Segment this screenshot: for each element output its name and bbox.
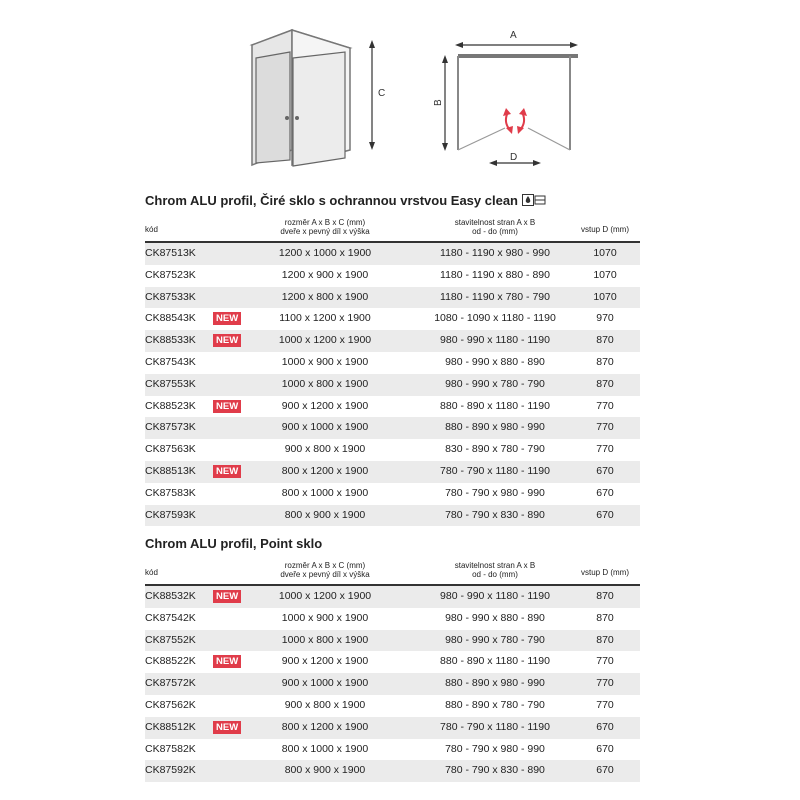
section1-table bbox=[145, 215, 640, 526]
table-row bbox=[145, 505, 640, 527]
new-badge: NEW bbox=[213, 590, 241, 603]
product-code: CK87563K bbox=[145, 443, 196, 456]
dimensions: 800 x 900 x 1900 bbox=[284, 764, 366, 777]
entry-width: 770 bbox=[596, 698, 614, 711]
enclosure-3d-drawing bbox=[252, 30, 350, 166]
table-row bbox=[145, 396, 640, 418]
label-c: C bbox=[378, 88, 386, 99]
header-code: kód bbox=[145, 225, 158, 234]
product-code: CK87542K bbox=[145, 611, 196, 624]
dimensions: 900 x 1200 x 1900 bbox=[281, 399, 369, 412]
table-row bbox=[145, 461, 640, 483]
entry-width: 770 bbox=[596, 443, 614, 456]
product-code: CK87533K bbox=[145, 290, 196, 303]
entry-width: 1070 bbox=[593, 247, 617, 259]
dimensions: 1000 x 900 x 1900 bbox=[281, 611, 369, 624]
new-badge: NEW bbox=[213, 400, 241, 413]
plan-view-drawing bbox=[442, 42, 578, 166]
header-code: kód bbox=[145, 568, 158, 577]
table-row bbox=[145, 739, 640, 761]
new-badge: NEW bbox=[213, 465, 241, 478]
entry-width: 1070 bbox=[593, 268, 617, 281]
entry-width: 770 bbox=[596, 399, 614, 412]
product-code: CK88522K bbox=[145, 655, 196, 668]
section2-rows bbox=[145, 586, 640, 782]
adjustability: 880 - 890 x 1180 - 1190 bbox=[440, 655, 550, 668]
table-row bbox=[145, 630, 640, 652]
table-row bbox=[145, 608, 640, 630]
new-badge: NEW bbox=[213, 721, 241, 734]
adjustability: 780 - 790 x 830 - 890 bbox=[445, 508, 545, 521]
adjustability: 780 - 790 x 1180 - 1190 bbox=[440, 464, 550, 477]
product-code: CK88523K bbox=[145, 399, 196, 412]
dimensions: 1200 x 800 x 1900 bbox=[281, 290, 369, 303]
adjustability: 1180 - 1190 x 980 - 990 bbox=[440, 247, 550, 259]
adjustability: 980 - 990 x 780 - 790 bbox=[445, 633, 545, 646]
table-row bbox=[145, 308, 640, 330]
product-code: CK87552K bbox=[145, 633, 196, 646]
entry-width: 670 bbox=[596, 720, 614, 733]
entry-width: 1070 bbox=[593, 290, 617, 303]
header-dim-line1: rozměr A x B x C (mm) bbox=[284, 218, 366, 227]
table-row bbox=[145, 483, 640, 505]
table-row bbox=[145, 374, 640, 396]
dimensions: 1000 x 800 x 1900 bbox=[281, 633, 369, 646]
dimensions: 800 x 1000 x 1900 bbox=[281, 486, 369, 499]
section1-title-text: Chrom ALU profil, Čiré sklo s ochrannou vrstvou Easy clean bbox=[145, 193, 518, 208]
dimensions: 1100 x 1200 x 1900 bbox=[279, 312, 371, 325]
entry-width: 870 bbox=[596, 334, 614, 347]
product-diagrams bbox=[0, 0, 800, 180]
table-header bbox=[145, 215, 640, 243]
dimensions: 800 x 1000 x 1900 bbox=[281, 742, 369, 755]
table-row bbox=[145, 651, 640, 673]
adjustability: 1180 - 1190 x 880 - 890 bbox=[440, 268, 550, 281]
header-entry: vstup D (mm) bbox=[581, 568, 629, 577]
adjustability: 780 - 790 x 980 - 990 bbox=[445, 486, 545, 499]
product-code: CK87583K bbox=[145, 486, 196, 499]
header-dim-line2: dveře x pevný díl x výška bbox=[280, 570, 370, 579]
entry-width: 870 bbox=[596, 590, 614, 602]
product-code: CK87573K bbox=[145, 421, 196, 434]
entry-width: 670 bbox=[596, 742, 614, 755]
dimensions: 1200 x 1000 x 1900 bbox=[278, 247, 372, 259]
new-badge: NEW bbox=[213, 312, 241, 325]
table-row bbox=[145, 330, 640, 352]
entry-width: 870 bbox=[596, 633, 614, 646]
header-adj-line2: od - do (mm) bbox=[472, 570, 518, 579]
table-row bbox=[145, 695, 640, 717]
product-code: CK87513K bbox=[145, 247, 196, 259]
adjustability: 980 - 990 x 1180 - 1190 bbox=[440, 590, 550, 602]
product-code: CK87582K bbox=[145, 742, 196, 755]
adjustability: 980 - 990 x 780 - 790 bbox=[445, 377, 545, 390]
adjustability: 980 - 990 x 880 - 890 bbox=[445, 611, 545, 624]
adjustability: 980 - 990 x 880 - 890 bbox=[445, 355, 545, 368]
adjustability: 830 - 890 x 780 - 790 bbox=[445, 443, 545, 456]
dimensions: 800 x 900 x 1900 bbox=[284, 508, 366, 521]
table-row bbox=[145, 265, 640, 287]
product-code: CK87572K bbox=[145, 677, 196, 690]
table-header bbox=[145, 558, 640, 586]
table-row bbox=[145, 243, 640, 265]
dimensions: 1200 x 900 x 1900 bbox=[281, 268, 369, 281]
dimensions: 800 x 1200 x 1900 bbox=[281, 720, 369, 733]
entry-width: 770 bbox=[596, 421, 614, 434]
table-row bbox=[145, 352, 640, 374]
table-row bbox=[145, 586, 640, 608]
header-dim-line2: dveře x pevný díl x výška bbox=[280, 227, 370, 236]
entry-width: 870 bbox=[596, 611, 614, 624]
product-code: CK87553K bbox=[145, 377, 196, 390]
section1-rows bbox=[145, 243, 640, 526]
table-row bbox=[145, 760, 640, 782]
section2-title: Chrom ALU profil, Point sklo bbox=[145, 536, 323, 551]
dimensions: 900 x 1000 x 1900 bbox=[281, 421, 369, 434]
adjustability: 880 - 890 x 1180 - 1190 bbox=[440, 399, 550, 412]
entry-width: 670 bbox=[596, 764, 614, 777]
product-code: CK88512K bbox=[145, 720, 196, 733]
adjustability: 780 - 790 x 980 - 990 bbox=[445, 742, 545, 755]
product-code: CK88532K bbox=[145, 590, 196, 602]
entry-width: 970 bbox=[596, 312, 614, 325]
header-adj-line2: od - do (mm) bbox=[472, 227, 518, 236]
entry-width: 870 bbox=[596, 355, 614, 368]
table-row bbox=[145, 417, 640, 439]
table-row bbox=[145, 439, 640, 461]
label-b: B bbox=[433, 99, 444, 106]
label-d: D bbox=[510, 152, 518, 163]
dimensions: 800 x 1200 x 1900 bbox=[281, 464, 369, 477]
label-a: A bbox=[510, 30, 517, 41]
new-badge: NEW bbox=[213, 334, 241, 347]
product-code: CK87543K bbox=[145, 355, 196, 368]
dimension-c bbox=[369, 40, 375, 150]
entry-width: 670 bbox=[596, 508, 614, 521]
dimensions: 1000 x 1200 x 1900 bbox=[278, 590, 372, 602]
table-row bbox=[145, 673, 640, 695]
table-row bbox=[145, 717, 640, 739]
entry-width: 770 bbox=[596, 655, 614, 668]
product-code: CK88533K bbox=[145, 334, 196, 347]
adjustability: 1080 - 1090 x 1180 - 1190 bbox=[434, 312, 556, 325]
dimensions: 1000 x 900 x 1900 bbox=[281, 355, 369, 368]
dimensions: 900 x 1000 x 1900 bbox=[281, 677, 369, 690]
product-code: CK87593K bbox=[145, 508, 196, 521]
table-row bbox=[145, 287, 640, 309]
entry-width: 770 bbox=[596, 677, 614, 690]
header-entry: vstup D (mm) bbox=[581, 225, 629, 234]
product-code: CK87592K bbox=[145, 764, 196, 777]
adjustability: 1180 - 1190 x 780 - 790 bbox=[440, 290, 550, 303]
dimensions: 900 x 800 x 1900 bbox=[284, 443, 366, 456]
adjustability: 980 - 990 x 1180 - 1190 bbox=[440, 334, 550, 347]
adjustability: 880 - 890 x 780 - 790 bbox=[445, 698, 545, 711]
entry-width: 670 bbox=[596, 464, 614, 477]
dimensions: 900 x 800 x 1900 bbox=[284, 698, 366, 711]
entry-width: 670 bbox=[596, 486, 614, 499]
product-code: CK87562K bbox=[145, 698, 196, 711]
adjustability: 780 - 790 x 1180 - 1190 bbox=[440, 720, 550, 733]
dimensions: 900 x 1200 x 1900 bbox=[281, 655, 369, 668]
product-code: CK88513K bbox=[145, 464, 196, 477]
adjustability: 880 - 890 x 980 - 990 bbox=[445, 677, 545, 690]
header-adj-line1: stavitelnost stran A x B bbox=[454, 561, 536, 570]
dimensions: 1000 x 800 x 1900 bbox=[281, 377, 369, 390]
adjustability: 880 - 890 x 980 - 990 bbox=[445, 421, 545, 434]
new-badge: NEW bbox=[213, 655, 241, 668]
entry-width: 870 bbox=[596, 377, 614, 390]
dimensions: 1000 x 1200 x 1900 bbox=[278, 334, 372, 347]
adjustability: 780 - 790 x 830 - 890 bbox=[445, 764, 545, 777]
product-code: CK87523K bbox=[145, 268, 196, 281]
header-adj-line1: stavitelnost stran A x B bbox=[454, 218, 536, 227]
section1-title bbox=[145, 193, 546, 208]
section2-table bbox=[145, 558, 640, 782]
header-dim-line1: rozměr A x B x C (mm) bbox=[284, 561, 366, 570]
easy-clean-icon bbox=[522, 194, 546, 206]
product-code: CK88543K bbox=[145, 312, 196, 325]
